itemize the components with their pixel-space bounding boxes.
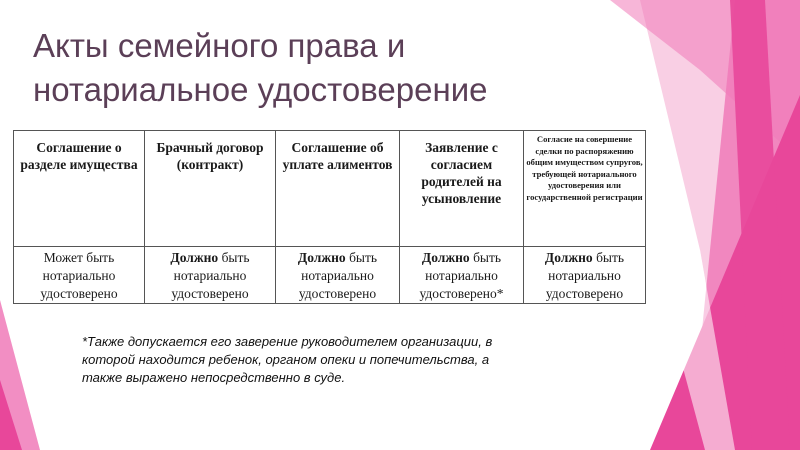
value-cell (524, 247, 646, 304)
value-text: быть нотариально удостоверено (171, 250, 250, 301)
footnote: *Также допускается его заверение руководителем организации, в которой находится ребенок, органом опеки и попечительства, а также выражено непосредственно в суде. (82, 334, 493, 385)
value-cell (145, 247, 276, 304)
header-cell: Согласие на совершение сделки по распоряжению общим имуществом супругов, требующей нотариального удостоверения или государственной регистрации (524, 131, 646, 247)
header-cell: Брачный договор (контракт) (145, 131, 276, 247)
title-line-2: нотариальное удостоверение (33, 71, 488, 108)
value-emphasis: Должно (170, 250, 219, 265)
title-line-1: Акты семейного права и (33, 27, 406, 64)
value-cell (14, 247, 145, 304)
value-text: быть нотариально удостоверено* (419, 250, 504, 301)
value-emphasis: Должно (421, 250, 470, 265)
value-emphasis: Должно (297, 250, 346, 265)
value-text: Может быть нотариально удостоверено (40, 250, 118, 301)
header-cell: Соглашение о разделе имущества (14, 131, 145, 247)
family-acts-table (13, 130, 646, 304)
header-cell: Соглашение об уплате алиментов (276, 131, 400, 247)
value-text: быть нотариально удостоверено (545, 250, 625, 301)
table-row (14, 247, 646, 304)
slide-title (33, 24, 553, 112)
value-cell (400, 247, 524, 304)
table-header-row (14, 131, 646, 247)
header-cell: Заявление с согласием родителей на усыновление (400, 131, 524, 247)
value-cell (276, 247, 400, 304)
value-text: быть нотариально удостоверено (298, 250, 378, 301)
value-emphasis: Должно (544, 250, 593, 265)
